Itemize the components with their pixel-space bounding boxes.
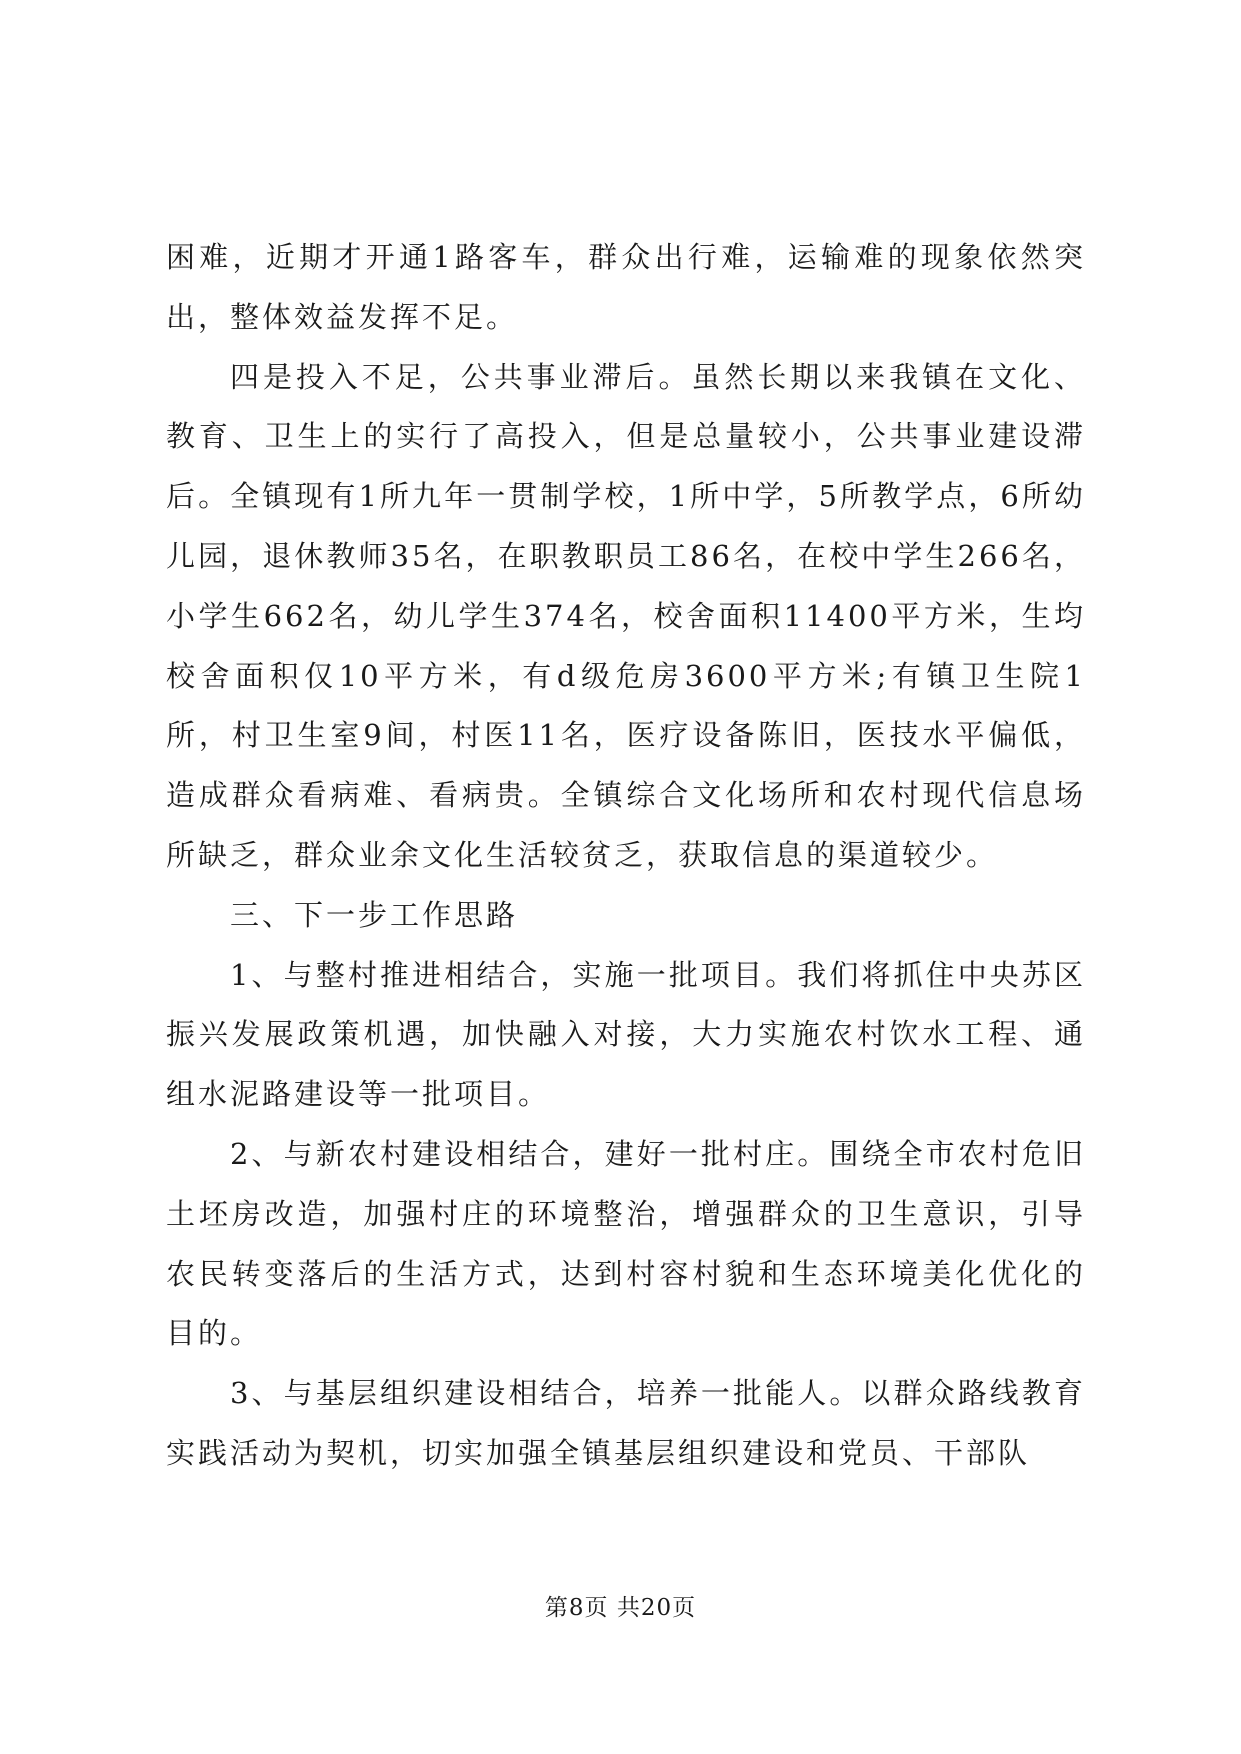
paragraph-1: 困难，近期才开通1路客车，群众出行难，运输难的现象依然突出，整体效益发挥不足。 [166, 240, 1086, 334]
page-number-footer: 第8页 共20页 [544, 1595, 697, 1621]
section-heading: 三、下一步工作思路 [230, 897, 519, 932]
document-body [166, 228, 1086, 1484]
paragraph-item-3: 3、与基层组织建设相结合，培养一批能人。以群众路线教育实践活动为契机，切实加强全镇基层组织建设和党员、干部队 [166, 1376, 1086, 1470]
paragraph-2: 四是投入不足，公共事业滞后。虽然长期以来我镇在文化、教育、卫生上的实行了高投入，但是总量较小，公共事业建设滞后。全镇现有1所九年一贯制学校，1所中学，5所教学点，6所幼儿园，退休教师35名，在职教职员工86名，在校中学生266名，小学生662名，幼儿学生374名，校舍面积11400平方米，生均校舍面积仅10平方米，有d级危房3600平方米;有镇卫生院1所，村卫生室9间，村医11名，医疗设备陈旧，医技水平偏低，造成群众看病难、看病贵。全镇综合文化场所和农村现代信息场所缺乏，群众业余文化生活较贫乏，获取信息的渠道较少。 [166, 359, 1086, 872]
paragraph-item-2: 2、与新农村建设相结合，建好一批村庄。围绕全市农村危旧土坯房改造，加强村庄的环境整治，增强群众的卫生意识，引导农民转变落后的生活方式，达到村容村貌和生态环境美化优化的目的。 [166, 1136, 1086, 1351]
paragraph-item-1: 1、与整村推进相结合，实施一批项目。我们将抓住中央苏区振兴发展政策机遇，加快融入对接，大力实施农村饮水工程、通组水泥路建设等一批项目。 [166, 957, 1086, 1112]
